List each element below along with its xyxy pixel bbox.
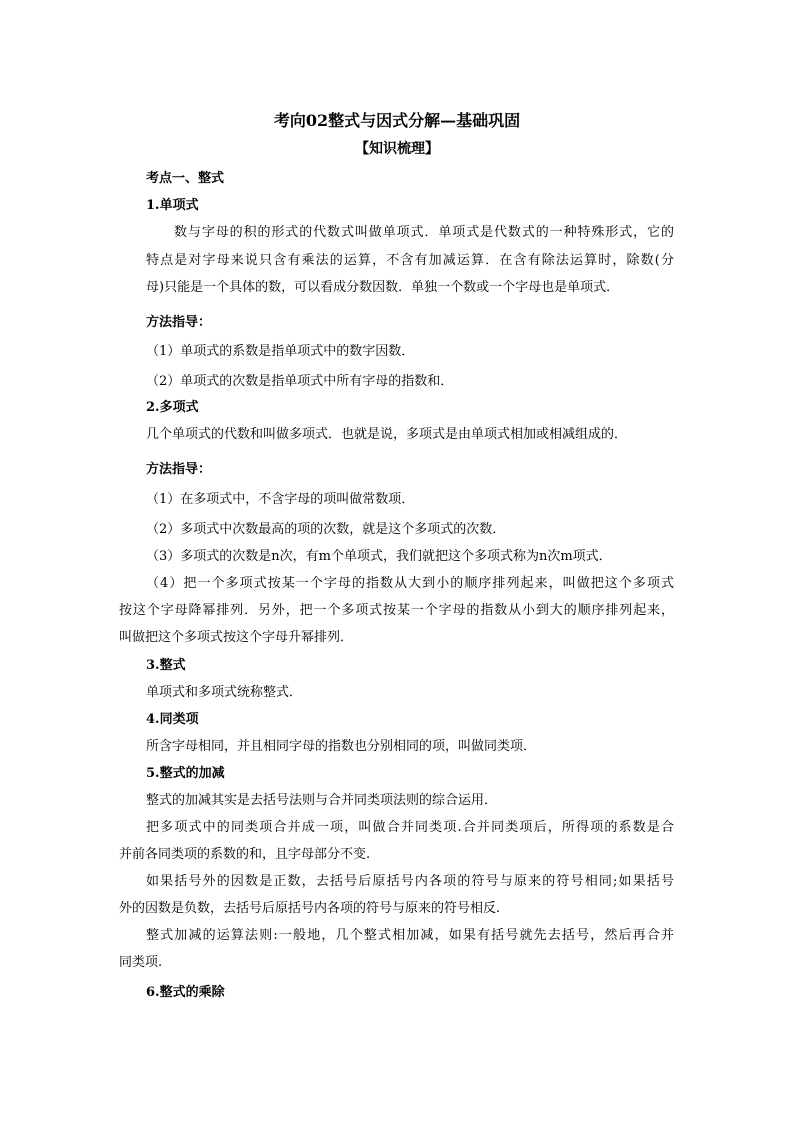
method1-heading: 方法指导：: [146, 315, 212, 330]
s5-paragraph-2-line-1: 把多项式中的同类项合并成一项，叫做合并同类项.合并同类项后，所得项的系数是合: [146, 820, 674, 835]
section-subtitle: 【知识梳理】: [355, 141, 439, 157]
method2-item-2: （2）多项式中次数最高的项的次数，就是这个多项式的次数．: [146, 522, 506, 537]
s2-paragraph: 几个单项式的代数和叫做多项式．也就是说，多项式是由单项式相加或相减组成的．: [146, 427, 628, 442]
method2-item-3: （3）多项式的次数是n次，有m个单项式，我们就把这个多项式称为n次m项式．: [146, 549, 612, 564]
page-title: 考向02整式与因式分解—基础巩固: [273, 111, 521, 130]
s2-heading: 2.多项式: [146, 400, 199, 415]
method2-item-1: （1）在多项式中，不含字母的项叫做常数项．: [146, 492, 415, 507]
method2-item-4-line-1: （4）把一个多项式按某一个字母的指数从大到小的顺序排列起来，叫做把这个多项式: [146, 576, 674, 591]
method2-item-4-line-3: 叫做把这个多项式按这个字母升幂排列．: [119, 630, 354, 645]
s1-heading: 1.单项式: [146, 198, 199, 213]
s4-paragraph: 所含字母相同，并且相同字母的指数也分别相同的项，叫做同类项．: [146, 739, 537, 754]
method1-item-2: （2）单项式的次数是指单项式中所有字母的指数和．: [146, 374, 454, 389]
s5-paragraph-4-line-2: 同类项.: [119, 955, 163, 970]
s1-paragraph-line-3: 母)只能是一个具体的数，可以看成分数因数．单独一个数或一个字母也是单项式．: [146, 280, 620, 295]
method1-item-1: （1）单项式的系数是指单项式中的数字因数．: [146, 344, 415, 359]
point1-heading: 考点一、整式: [146, 171, 225, 186]
s5-paragraph-1: 整式的加减其实是去括号法则与合并同类项法则的综合运用．: [146, 793, 498, 808]
s1-paragraph-line-2: 特点是对字母来说只含有乘法的运算，不含有加减运算．在含有除法运算时，除数(分: [146, 253, 674, 268]
s5-paragraph-2-line-2: 并前各同类项的系数的和，且字母部分不变.: [119, 847, 371, 862]
method2-heading: 方法指导：: [146, 462, 212, 477]
s5-heading: 5.整式的加减: [146, 766, 225, 781]
s4-heading: 4.同类项: [146, 712, 199, 727]
s5-paragraph-4-line-1: 整式加减的运算法则:一般地，几个整式相加减，如果有括号就先去括号，然后再合并: [146, 928, 674, 943]
s6-heading: 6.整式的乘除: [146, 985, 225, 1000]
s5-paragraph-3-line-2: 外的因数是负数，去括号后原括号内各项的符号与原来的符号相反.: [119, 901, 501, 916]
s1-paragraph-line-1: 数与字母的积的形式的代数式叫做单项式．单项式是代数式的一种特殊形式，它的: [174, 225, 674, 240]
s3-heading: 3.整式: [146, 658, 186, 673]
s5-paragraph-3-line-1: 如果括号外的因数是正数，去括号后原括号内各项的符号与原来的符号相同;如果括号: [146, 874, 674, 889]
s3-paragraph: 单项式和多项式统称整式．: [146, 685, 303, 700]
method2-item-4-line-2: 按这个字母降幂排列．另外，把一个多项式按某一个字母的指数从小到大的顺序排列起来，: [119, 603, 674, 618]
